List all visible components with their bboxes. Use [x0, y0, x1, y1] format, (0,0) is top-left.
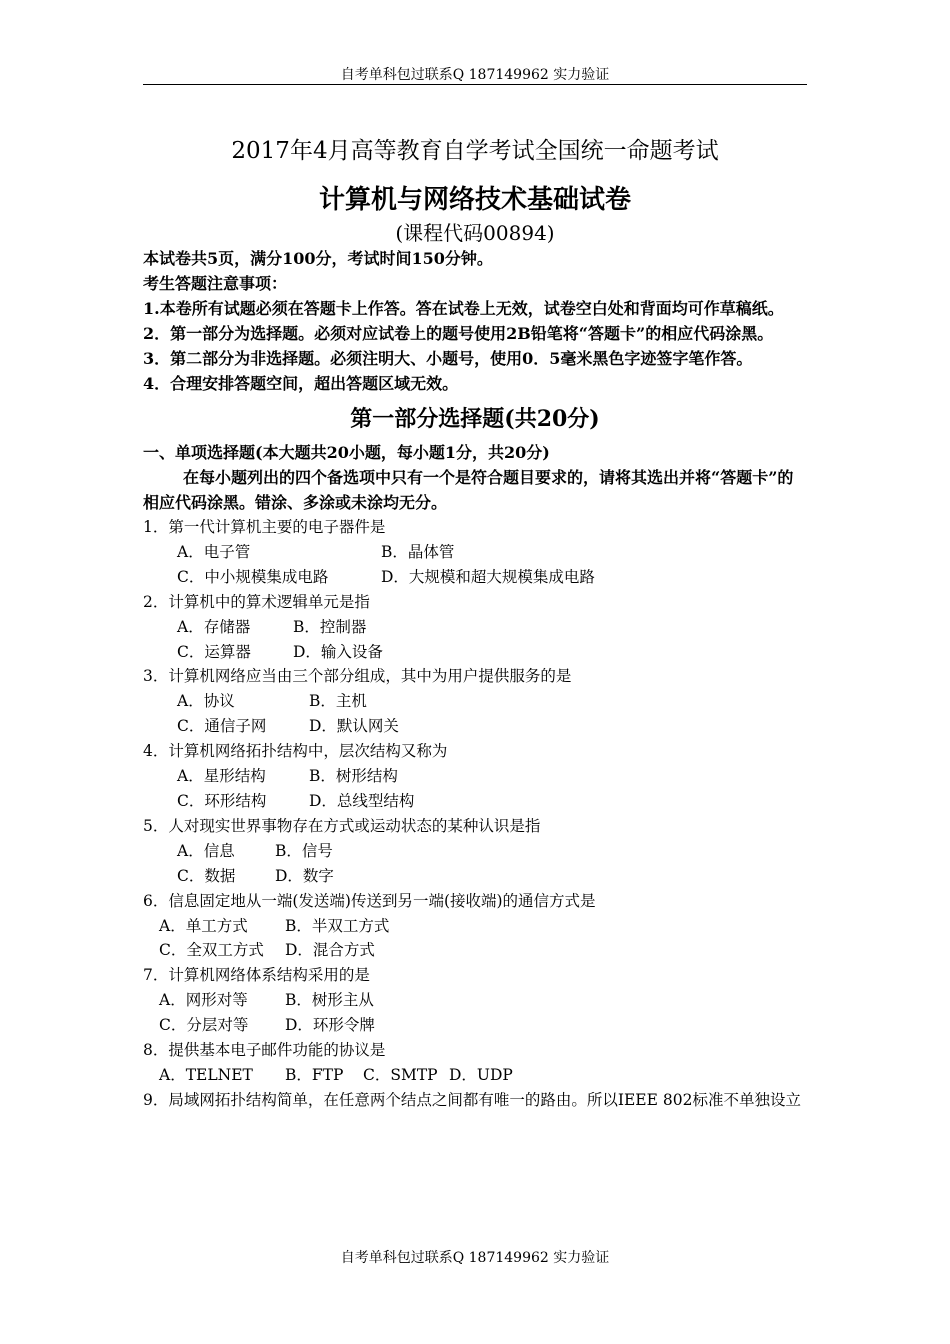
answer-option: D．混合方式	[285, 941, 375, 960]
section-instruction: 在每小题列出的四个备选项中只有一个是符合题目要求的，请将其选出并将“答题卡”的相应代码涂黑。错涂、多涂或未涂均无分。	[143, 468, 794, 512]
notice-item: 3．第二部分为非选择题。必须注明大、小题号，使用0．5毫米黑色字迹签字笔作答。	[143, 349, 753, 368]
answer-option: B．FTP	[285, 1065, 344, 1084]
answer-option: D．UDP	[449, 1065, 513, 1084]
section-title: 第一部分选择题(共20分)	[350, 406, 600, 432]
answer-option: A．协议	[177, 692, 235, 711]
exam-instructions	[143, 246, 807, 396]
exam-paper	[143, 134, 807, 1113]
option-row	[143, 689, 807, 714]
header-rule	[143, 84, 807, 85]
answer-option: B．晶体管	[381, 542, 455, 561]
question-stem: 2．计算机中的算术逻辑单元是指	[143, 592, 370, 611]
option-row	[143, 914, 807, 939]
answer-option: A．TELNET	[159, 1065, 253, 1084]
answer-option: A．单工方式	[159, 916, 248, 935]
answer-option: C．环形结构	[177, 791, 267, 810]
course-code: (课程代码00894)	[395, 221, 555, 245]
section-subtitle: 一、单项选择题(本大题共20小题，每小题1分，共20分)	[143, 443, 550, 462]
answer-option: D．总线型结构	[309, 791, 415, 810]
answer-option: B．信号	[275, 841, 333, 860]
answer-option: D．默认网关	[309, 717, 399, 736]
answer-option: A．存储器	[177, 617, 251, 636]
answer-option: D．输入设备	[293, 642, 383, 661]
option-row	[143, 789, 807, 814]
page-footer: 自考单科包过联系Q 187149962 实力验证	[340, 1250, 610, 1266]
option-row	[143, 764, 807, 789]
answer-option: A．电子管	[177, 542, 251, 561]
answer-option: C．分层对等	[159, 1016, 249, 1035]
answer-option: D．大规模和超大规模集成电路	[381, 567, 595, 586]
notice-heading: 考生答题注意事项：	[143, 274, 288, 293]
answer-option: C．中小规模集成电路	[177, 567, 329, 586]
answer-option: B．树形主从	[285, 991, 374, 1010]
paper-title: 计算机与网络技术基础试卷	[318, 185, 631, 215]
question-stem: 9．局域网拓扑结构简单，在任意两个结点之间都有唯一的路由。所以IEEE 802标准不单独设立	[143, 1090, 801, 1109]
answer-option: B．主机	[309, 692, 367, 711]
option-row	[143, 864, 807, 889]
answer-option: C．数据	[177, 866, 236, 885]
question-stem: 1．第一代计算机主要的电子器件是	[143, 518, 386, 536]
answer-option: B．控制器	[293, 617, 367, 636]
answer-option: C．运算器	[177, 642, 251, 661]
answer-option: C．SMTP	[363, 1065, 438, 1084]
option-row	[143, 938, 807, 963]
answer-option: A．星形结构	[177, 767, 266, 786]
option-row	[143, 565, 807, 590]
question-stem: 6．信息固定地从一端(发送端)传送到另一端(接收端)的通信方式是	[143, 891, 596, 910]
notice-item: 1.本卷所有试题必须在答题卡上作答。答在试卷上无效，试卷空白处和背面均可作草稿纸。	[143, 299, 784, 318]
option-row	[143, 540, 807, 565]
exam-summary: 本试卷共5页，满分100分，考试时间150分钟。	[143, 249, 493, 268]
option-row	[143, 615, 807, 640]
exam-title: 2017年4月高等教育自学考试全国统一命题考试	[231, 138, 719, 164]
answer-option: B．半双工方式	[285, 916, 390, 935]
question-stem: 8．提供基本电子邮件功能的协议是	[143, 1041, 386, 1060]
answer-option: B．树形结构	[309, 767, 398, 786]
option-row	[143, 839, 807, 864]
answer-option: D．环形令牌	[285, 1016, 375, 1035]
option-row	[143, 714, 807, 739]
option-row	[143, 1063, 807, 1088]
notice-item: 2．第一部分为选择题。必须对应试卷上的题号使用2B铅笔将“答题卡”的相应代码涂黑。	[143, 324, 774, 343]
answer-option: D．数字	[275, 866, 334, 885]
answer-option: C．通信子网	[177, 717, 267, 736]
option-row	[143, 988, 807, 1013]
option-row	[143, 1013, 807, 1038]
question-stem: 4．计算机网络拓扑结构中，层次结构又称为	[143, 742, 448, 761]
question-list	[143, 515, 807, 1113]
question-stem: 3．计算机网络应当由三个部分组成，其中为用户提供服务的是	[143, 667, 572, 686]
answer-option: C．全双工方式	[159, 941, 264, 960]
question-stem: 7．计算机网络体系结构采用的是	[143, 966, 370, 985]
answer-option: A．网形对等	[159, 991, 248, 1010]
option-row	[143, 640, 807, 665]
question-stem: 5．人对现实世界事物存在方式或运动状态的某种认识是指	[143, 816, 541, 835]
notice-item: 4．合理安排答题空间，超出答题区域无效。	[143, 374, 459, 393]
page-header: 自考单科包过联系Q 187149962 实力验证	[340, 67, 610, 83]
answer-option: A．信息	[177, 841, 235, 860]
